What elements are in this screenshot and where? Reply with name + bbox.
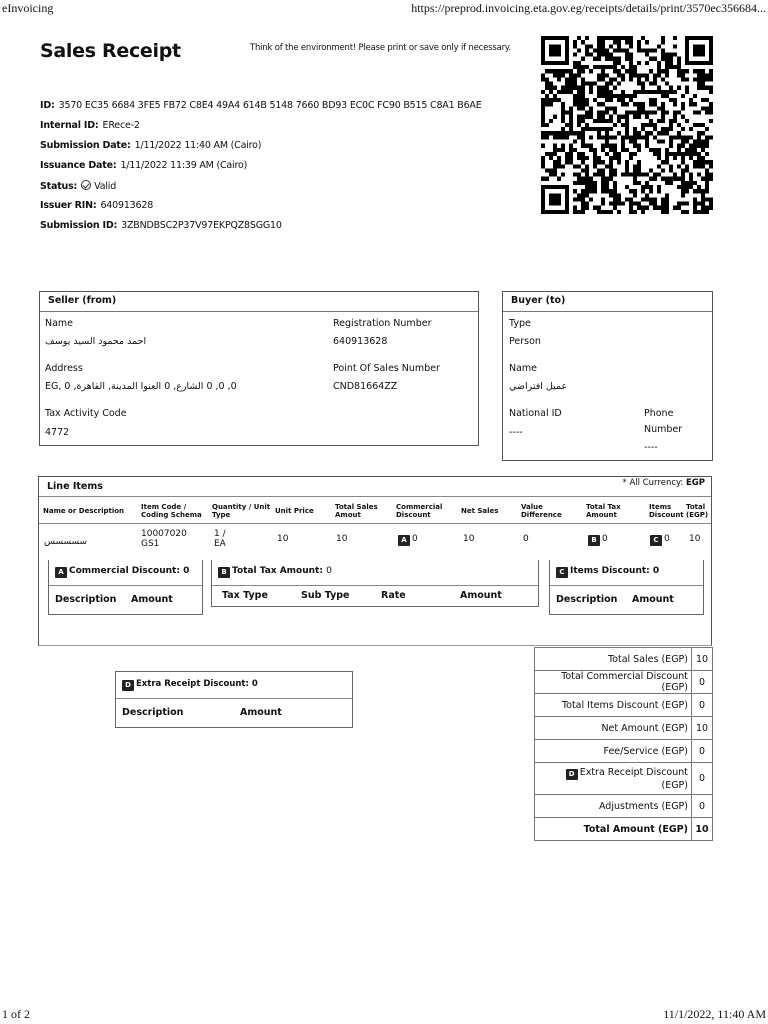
col-value-difference: Value Difference bbox=[521, 503, 562, 519]
commercial-col-description: Description bbox=[55, 594, 117, 605]
seller-name-label: Name bbox=[45, 318, 74, 329]
buyer-title: Buyer (to) bbox=[503, 292, 712, 312]
seller-reg-label: Registration Number bbox=[333, 318, 432, 329]
row-value-difference: 0 bbox=[523, 534, 529, 544]
badge-b-icon: B bbox=[218, 567, 230, 578]
line-items-header bbox=[39, 496, 711, 524]
col-total-sales: Total Sales Amout bbox=[335, 503, 378, 519]
print-header-url: https://preprod.invoicing.eta.gov.eg/receipts/details/print/3570ec356684... bbox=[411, 1, 766, 15]
total-tax-columns bbox=[212, 585, 538, 607]
row-total-sales: 10 bbox=[336, 534, 348, 544]
buyer-phone: ---- bbox=[644, 442, 658, 453]
row-total-tax: B 0 bbox=[588, 534, 608, 546]
meta-status: Status: Valid bbox=[40, 181, 117, 192]
totals-row-items-discount: Total Items Discount (EGP) 0 bbox=[535, 694, 713, 717]
col-unit-price: Unit Price bbox=[275, 507, 314, 515]
extra-col-description: Description bbox=[122, 707, 184, 718]
extra-col-amount: Amount bbox=[240, 707, 282, 718]
seller-title: Seller (from) bbox=[40, 292, 478, 312]
total-tax-title: B Total Tax Amount: 0 bbox=[218, 566, 332, 578]
buyer-phone-label-line2: Number bbox=[644, 424, 683, 435]
buyer-type: Person bbox=[509, 336, 541, 347]
row-commercial-discount: A 0 bbox=[398, 534, 418, 546]
totals-row-total-amount: Total Amount (EGP) 10 bbox=[535, 818, 713, 841]
items-col-description: Description bbox=[556, 594, 618, 605]
seller-pos-label: Point Of Sales Number bbox=[333, 363, 440, 374]
totals-row-sales: Total Sales (EGP) 10 bbox=[535, 648, 713, 671]
seller-box bbox=[39, 291, 479, 446]
seller-activity: 4772 bbox=[45, 427, 70, 438]
line-items-section bbox=[38, 476, 712, 646]
totals-row-net: Net Amount (EGP) 10 bbox=[535, 717, 713, 740]
badge-a-icon: A bbox=[55, 567, 67, 578]
meta-issuance-date: Issuance Date: 1/11/2022 11:39 AM (Cairo) bbox=[40, 160, 248, 171]
badge-c-icon: C bbox=[650, 535, 662, 546]
buyer-national-id-label: National ID bbox=[509, 408, 562, 419]
commercial-discount-box bbox=[48, 560, 203, 615]
row-item-code: 10007020 GS1 bbox=[141, 529, 187, 549]
buyer-box bbox=[502, 291, 713, 461]
tax-col-subtype: Sub Type bbox=[301, 590, 350, 601]
badge-d-icon: D bbox=[122, 680, 134, 691]
seller-address-label: Address bbox=[45, 363, 83, 374]
badge-b-icon: B bbox=[588, 535, 600, 546]
totals-row-fee: Fee/Service (EGP) 0 bbox=[535, 740, 713, 763]
buyer-phone-label-line1: Phone bbox=[644, 408, 674, 419]
meta-submission-date: Submission Date: 1/11/2022 11:40 AM (Cairo) bbox=[40, 140, 262, 151]
totals-table bbox=[534, 647, 713, 841]
totals-row-extra-discount: D Extra Receipt Discount (EGP) 0 bbox=[535, 763, 713, 795]
row-total: 10 bbox=[689, 534, 701, 544]
print-timestamp: 11/1/2022, 11:40 AM bbox=[663, 1007, 766, 1021]
meta-internal-id: Internal ID: ERece-2 bbox=[40, 120, 140, 131]
commercial-col-amount: Amount bbox=[131, 594, 173, 605]
buyer-national-id: ---- bbox=[509, 427, 523, 438]
page-title: Sales Receipt bbox=[40, 40, 181, 62]
items-discount-columns bbox=[550, 585, 703, 613]
col-commercial-discount: Commercial Discount bbox=[396, 503, 443, 519]
print-header bbox=[0, 0, 768, 18]
extra-receipt-discount-box bbox=[115, 671, 353, 728]
seller-reg: 640913628 bbox=[333, 336, 388, 347]
check-circle-icon bbox=[81, 180, 91, 190]
totals-row-commercial: Total Commercial Discount (EGP) 0 bbox=[535, 671, 713, 694]
row-name: سسسسس bbox=[44, 537, 88, 547]
print-footer bbox=[0, 1006, 768, 1024]
line-items-title: Line Items bbox=[47, 481, 103, 492]
meta-id: ID: 3570 EC35 6684 3FE5 FB72 C8E4 49A4 614B 5148 7660 BD93 EC0C FC90 B515 C8A1 B6AE bbox=[40, 100, 482, 111]
seller-address: 0, 0, 0 الشارع, 0 العنوا المدينة, القاهرة, EG, 0 bbox=[45, 381, 237, 392]
col-total: Total (EGP) bbox=[686, 503, 709, 519]
buyer-name: عميل افتراضي bbox=[509, 381, 568, 392]
buyer-name-label: Name bbox=[509, 363, 538, 374]
totals-row-adjustments: Adjustments (EGP) 0 bbox=[535, 795, 713, 818]
status-value: Valid bbox=[94, 181, 117, 192]
col-items-discount: Items Discount bbox=[649, 503, 684, 519]
buyer-type-label: Type bbox=[509, 318, 531, 329]
items-discount-title: C Items Discount: 0 bbox=[556, 566, 659, 578]
meta-submission-id: Submission ID: 3ZBNDBSC2P37V97EKPQZ8SGG10 bbox=[40, 220, 282, 231]
row-unit-price: 10 bbox=[277, 534, 289, 544]
badge-d-icon: D bbox=[566, 769, 578, 780]
qr-code bbox=[541, 36, 713, 214]
page-number: 1 of 2 bbox=[2, 1007, 30, 1021]
row-quantity: 1 / EA bbox=[214, 529, 226, 549]
meta-issuer-rin: Issuer RIN: 640913628 bbox=[40, 200, 154, 211]
col-quantity: Quantity / Unit Type bbox=[212, 503, 271, 519]
receipt-meta bbox=[40, 100, 520, 240]
currency-note: * All Currency: EGP bbox=[622, 478, 705, 488]
tax-col-type: Tax Type bbox=[222, 590, 268, 601]
col-item-code: Item Code / Coding Schema bbox=[141, 503, 202, 519]
commercial-discount-columns bbox=[49, 585, 202, 613]
currency-value: EGP bbox=[685, 478, 705, 488]
seller-name: احمد محمود السيد يوسف bbox=[45, 336, 147, 347]
row-items-discount: C 0 bbox=[650, 534, 670, 546]
extra-discount-columns bbox=[116, 698, 352, 727]
environment-note: Think of the environment! Please print or save only if necessary. bbox=[250, 43, 512, 53]
col-name: Name or Description bbox=[43, 507, 125, 515]
tax-col-amount: Amount bbox=[460, 590, 502, 601]
commercial-discount-title: A Commercial Discount: 0 bbox=[55, 566, 189, 578]
seller-activity-label: Tax Activity Code bbox=[45, 408, 127, 419]
print-header-title: eInvoicing bbox=[2, 1, 54, 15]
badge-c-icon: C bbox=[556, 567, 568, 578]
badge-a-icon: A bbox=[398, 535, 410, 546]
items-discount-box bbox=[549, 560, 704, 615]
extra-discount-title: D Extra Receipt Discount: 0 bbox=[122, 679, 258, 691]
seller-pos: CND81664ZZ bbox=[333, 381, 398, 392]
total-tax-box bbox=[211, 560, 539, 607]
col-net-sales: Net Sales bbox=[461, 507, 499, 515]
tax-col-rate: Rate bbox=[381, 590, 406, 601]
row-net-sales: 10 bbox=[463, 534, 475, 544]
col-total-tax: Total Tax Amount bbox=[586, 503, 621, 519]
items-col-amount: Amount bbox=[632, 594, 674, 605]
